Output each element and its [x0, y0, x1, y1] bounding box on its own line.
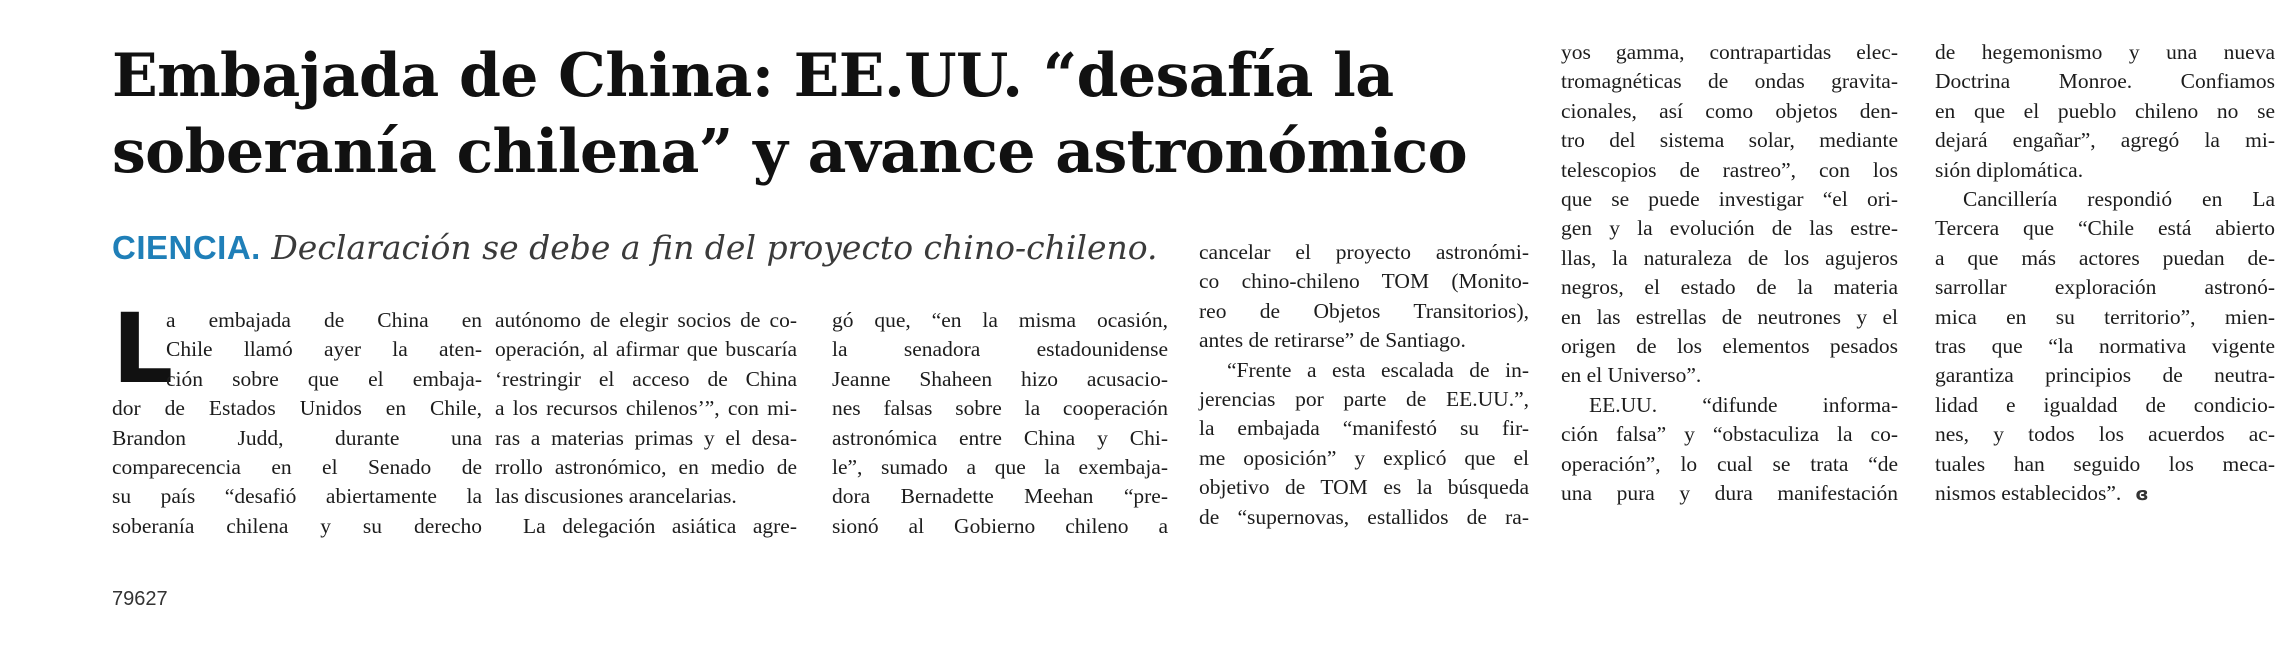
text-line: negros, el estado de la materia: [1561, 275, 1898, 300]
text-line: tras que “la normativa vigente: [1935, 334, 2275, 359]
text-line: lidad e igualdad de condicio-: [1935, 392, 2275, 417]
reference-number: 79627: [112, 588, 168, 610]
text-line: las discusiones arancelarias.: [495, 484, 737, 509]
text-line: operación”, lo cual se trata “de: [1561, 451, 1898, 476]
text-line: de hegemonismo y una nueva: [1935, 40, 2275, 64]
text-line: llas, la naturaleza de los agujeros: [1561, 245, 1898, 270]
text-line: sión diplomática.: [1935, 157, 2084, 182]
text-line: jerencias por parte de EE.UU.”,: [1199, 387, 1529, 412]
text-line: a que más actores puedan de-: [1935, 245, 2275, 270]
text-column-6: [1935, 38, 2275, 510]
text-line: cionales, así como objetos den-: [1561, 98, 1898, 123]
text-line: ras a materias primas y el desa-: [495, 425, 797, 450]
text-line: le”, sumado a que la exembaja-: [832, 455, 1168, 480]
text-line: nes, y todos los acuerdos ac-: [1935, 422, 2275, 447]
text-line: rrollo astronómico, en medio de: [495, 455, 797, 480]
section-kicker: CIENCIA.: [112, 229, 261, 266]
text-line: que se puede investigar “el ori-: [1561, 187, 1898, 212]
text-line: tro del sistema solar, mediante: [1561, 128, 1898, 153]
text-line: soberanía chilena y su derecho: [112, 513, 482, 538]
text-line: Jeanne Shaheen hizo acusacio-: [832, 366, 1168, 391]
text-line: ción falsa” y “obstaculiza la co-: [1561, 422, 1898, 447]
text-line: sarrollar exploración astronó-: [1935, 275, 2275, 300]
text-line: la senadora estadounidense: [832, 337, 1168, 362]
text-line: tromagnéticas de ondas gravita-: [1561, 69, 1898, 94]
deck: [112, 226, 1212, 270]
text-column-5: [1561, 38, 1898, 509]
text-line-content: nismos establecidos”.: [1935, 481, 2122, 506]
text-line: Brandon Judd, durante una: [112, 425, 482, 450]
text-line: nes falsas sobre la cooperación: [832, 396, 1168, 421]
end-of-article-mark: ɞ: [2135, 484, 2149, 506]
text-line: la embajada “manifestó su fir-: [1199, 416, 1529, 441]
text-line: su país “desafió abiertamente la: [112, 484, 482, 509]
text-line: origen de los elementos pesados: [1561, 334, 1898, 359]
text-line: Doctrina Monroe. Confiamos: [1935, 69, 2275, 94]
headline-line: Embajada de China: EE.UU. “desafía la: [112, 41, 1394, 111]
text-line: La delegación asiática agre-: [523, 513, 797, 538]
text-column-2: [495, 306, 797, 541]
text-line: de “supernovas, estallidos de ra-: [1199, 504, 1529, 529]
text-line: autónomo de elegir socios de co-: [495, 308, 797, 332]
text-line: en el Universo”.: [1561, 363, 1702, 388]
text-line: mica en su territorio”, mien-: [1935, 304, 2275, 329]
text-line: telescopios de rastreo”, con los: [1561, 157, 1898, 182]
text-line: cancelar el proyecto astronómi-: [1199, 240, 1529, 264]
text-line: a embajada de China en: [166, 308, 482, 332]
headline-line: soberanía chilena” y avance astronómico: [112, 117, 1468, 187]
text-line: dejará engañar”, agregó la mi-: [1935, 128, 2275, 153]
text-line: tuales han seguido los meca-: [1935, 451, 2275, 476]
text-line: en que el pueblo chileno no se: [1935, 98, 2275, 123]
text-line: gen y la evolución de las estre-: [1561, 216, 1898, 241]
text-line: [1935, 479, 2275, 509]
text-line: me oposición” y explicó que el: [1199, 445, 1529, 470]
text-line: gó que, “en la misma ocasión,: [832, 308, 1168, 332]
subtitle: Declaración se debe a fin del proyecto chino-chileno.: [271, 228, 1158, 267]
text-line: a los recursos chilenos’”, con mi-: [495, 396, 797, 421]
text-column-1: [112, 293, 482, 541]
text-line: sionó al Gobierno chileno a: [832, 513, 1168, 538]
text-line: yos gamma, contrapartidas elec-: [1561, 40, 1898, 64]
text-line: objetivo de TOM es la búsqueda: [1199, 475, 1529, 500]
text-line: comparecencia en el Senado de: [112, 455, 482, 480]
text-line: reo de Objetos Transitorios),: [1199, 298, 1529, 323]
text-line: ‘restringir el acceso de China: [495, 366, 797, 391]
text-line: una pura y dura manifestación: [1561, 481, 1898, 506]
text-line: operación, al afirmar que buscaría: [495, 337, 797, 362]
text-line: dora Bernadette Meehan “pre-: [832, 484, 1168, 509]
text-line: garantiza principios de neutra-: [1935, 363, 2275, 388]
text-column-3: [832, 306, 1168, 541]
text-line: dor de Estados Unidos en Chile,: [112, 396, 482, 421]
text-line: astronómica entre China y Chi-: [832, 425, 1168, 450]
text-column-4: [1199, 238, 1529, 532]
drop-cap: L: [112, 293, 174, 405]
text-line: EE.UU. “difunde informa-: [1589, 392, 1898, 417]
text-line: “Frente a esta escalada de in-: [1227, 357, 1529, 382]
text-line: co chino-chileno TOM (Monito-: [1199, 269, 1529, 294]
text-line: antes de retirarse” de Santiago.: [1199, 328, 1466, 353]
text-line: Tercera que “Chile está abierto: [1935, 216, 2275, 241]
headline: [112, 38, 1512, 190]
text-line: ción sobre que el embaja-: [166, 366, 482, 391]
text-line: en las estrellas de neutrones y el: [1561, 304, 1898, 329]
text-line: Cancillería respondió en La: [1963, 187, 2275, 212]
text-line: Chile llamó ayer la aten-: [166, 337, 482, 362]
